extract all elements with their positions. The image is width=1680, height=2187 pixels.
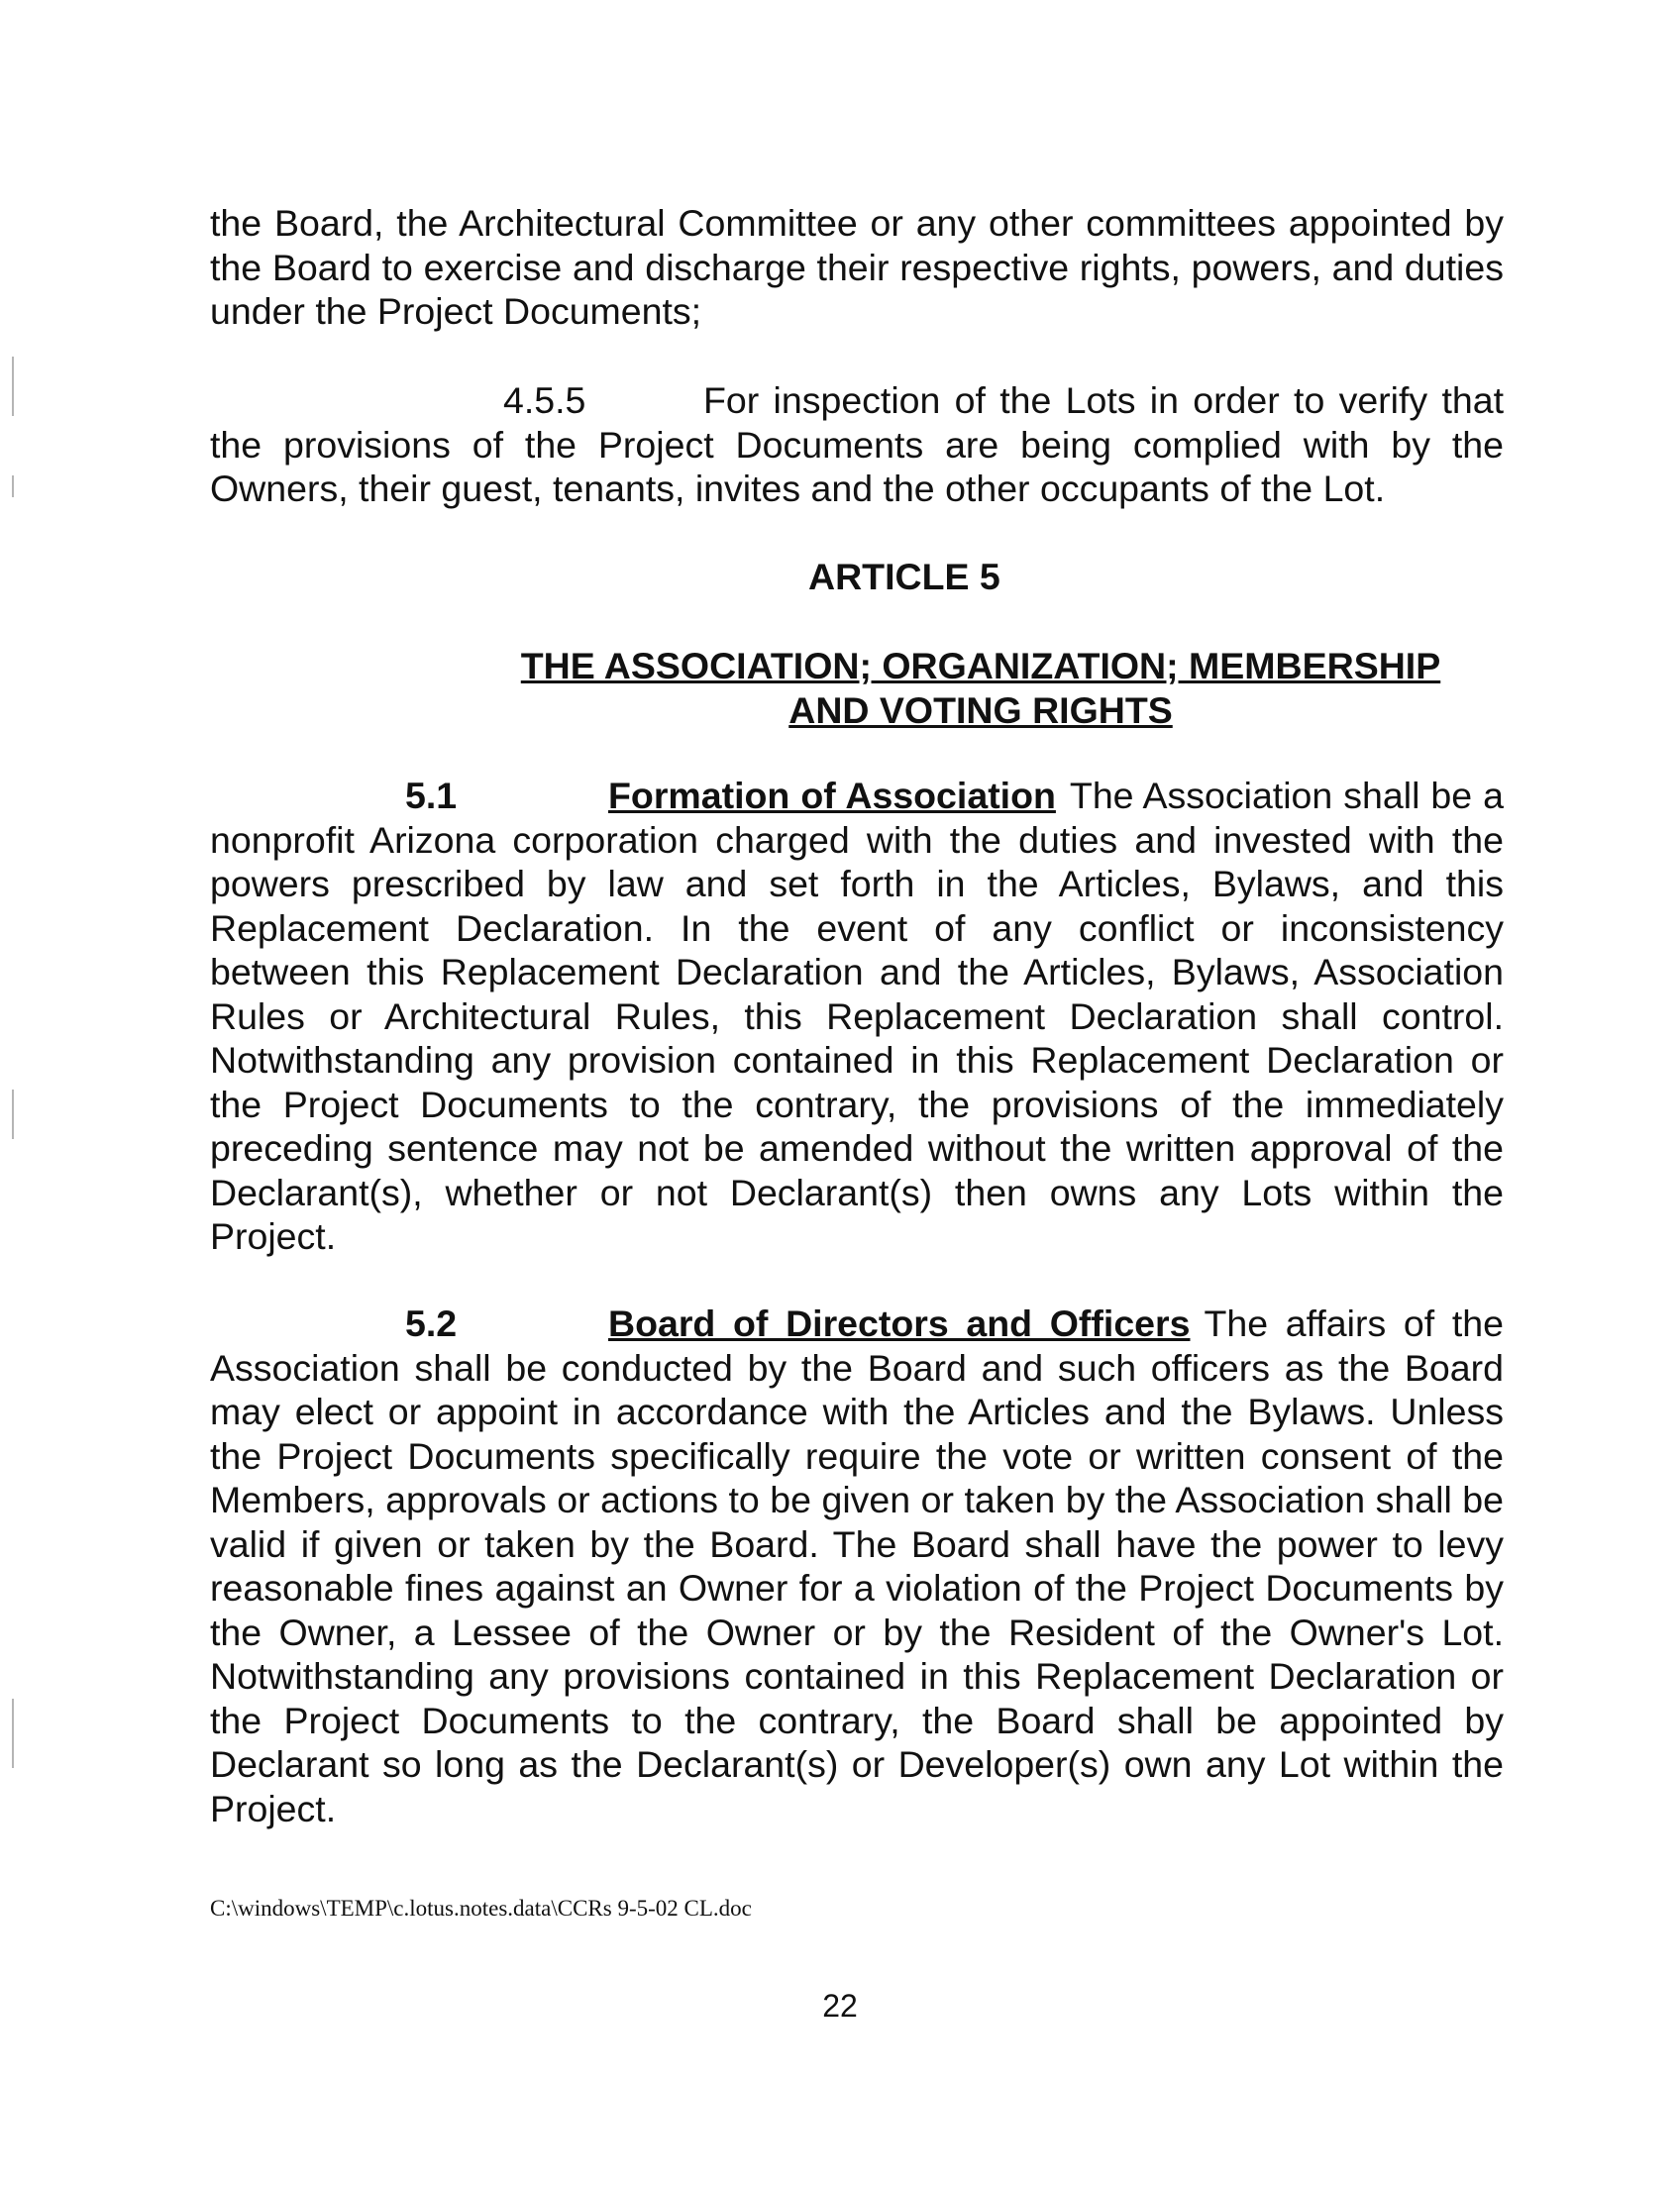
- article-title: ARTICLE 5: [808, 556, 1000, 597]
- scan-margin-mark: [12, 475, 14, 497]
- section-number: 4.5.5: [503, 379, 586, 421]
- section-heading: Formation of Association: [608, 775, 1056, 816]
- scan-margin-mark: [12, 1699, 14, 1768]
- section-number: 5.1: [405, 775, 458, 816]
- continued-paragraph: the Board, the Architectural Committee or any other committees appointed by the Board to exercise and discharge their respective rights, powers, and duties under the Project Documents;: [210, 202, 1504, 332]
- section-5-1: [210, 774, 1504, 1259]
- page-number: 22: [822, 1988, 858, 2024]
- section-5-2: [210, 1302, 1504, 1830]
- section-heading: Board of Directors and Officers: [608, 1302, 1191, 1344]
- article-subtitle: [495, 644, 1466, 732]
- section-text: The affairs of the Association shall be conducted by the Board and such officers as the Board may elect or appoint in accordance with the Articles and the Bylaws. Unless the Project Documents specifically require the vote or written consent of the Members, approvals or actions to be given or taken by the Association shall be valid if given or taken by the Board. The Board shall have the power to levy reasonable fines against an Owner for a violation of the Project Documents by the Owner, a Lessee of the Owner or by the Resident of the Owner's Lot. Notwithstanding any provisions contained in this Replacement Declaration or the Project Documents to the contrary, the Board shall be appointed by Declarant so long as the Declarant(s) or Developer(s) own any Lot within the Project.: [210, 1302, 1504, 1829]
- section-text: The Association shall be a nonprofit Arizona corporation charged with the duties and invested with the powers prescribed by law and set forth in the Articles, Bylaws, and this Replacement Declaration. In the event of any conflict or inconsistency between this Replacement Declaration and the Articles, Bylaws, Association Rules or Architectural Rules, this Replacement Declaration shall control. Notwithstanding any provision contained in this Replacement Declaration or the Project Documents to the contrary, the provisions of the immediately preceding sentence may not be amended without the written approval of the Declarant(s), whether or not Declarant(s) then owns any Lots within the Project.: [210, 775, 1504, 1257]
- file-path-footer: C:\windows\TEMP\c.lotus.notes.data\CCRs 9-5-02 CL.doc: [210, 1896, 752, 1921]
- section-4-5-5: [210, 378, 1504, 511]
- section-text: For inspection of the Lots in order to verify that the provisions of the Project Documents are being complied with by the Owners, their guest, tenants, invites and the other occupants of the Lot.: [210, 379, 1504, 509]
- article-subtitle-line-1: THE ASSOCIATION; ORGANIZATION; MEMBERSHIP: [520, 645, 1441, 686]
- scan-margin-mark: [12, 357, 14, 416]
- article-subtitle-line-2: AND VOTING RIGHTS: [788, 688, 1173, 731]
- scan-margin-mark: [12, 1090, 14, 1139]
- section-number: 5.2: [405, 1302, 458, 1344]
